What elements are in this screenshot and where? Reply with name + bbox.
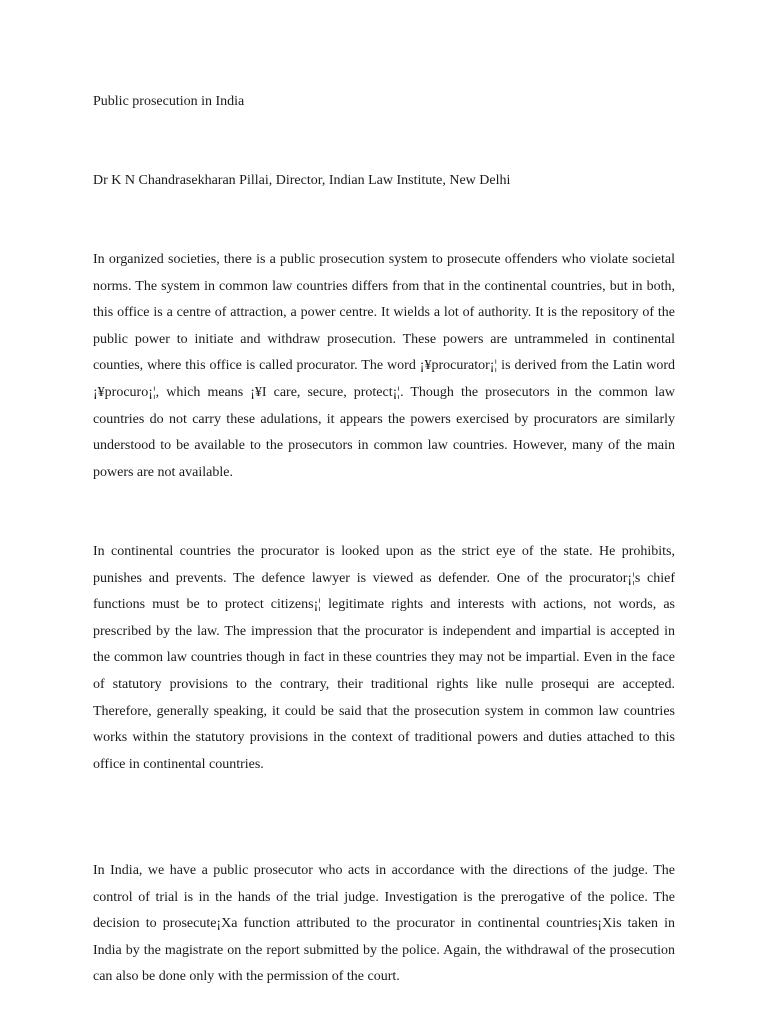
paragraph-2: In continental countries the procurator is looked upon as the strict eye of the state. He prohibits, punishes and prevents. The defence lawyer is viewed as defender. One of the procurator¡¦s chief functions must be to protect citizens¡¦ legitimate rights and interests with actions, not words, as prescribed by the law. The impression that the procurator is independent and impartial is accepted in the common law countries though in fact in these countries they may not be impartial. Even in the face of statutory provisions to the contrary, their traditional rights like nulle prosequi are accepted. Therefore, generally speaking, it could be said that the prosecution system in common law countries works within the statutory provisions in the context of traditional powers and duties attached to this office in continental countries. (93, 544, 675, 772)
paragraph-3: In India, we have a public prosecutor who acts in accordance with the directions of the judge. The control of trial is in the hands of the trial judge. Investigation is the prerogative of the police. The decision to prosecute¡Xa function attributed to the procurator in continental countries¡Xis taken in India by the magistrate on the report submitted by the police. Again, the withdrawal of the prosecution can also be done only with the permission of the court. (93, 863, 675, 985)
document-author: Dr K N Chandrasekharan Pillai, Director, Indian Law Institute, New Delhi (93, 173, 511, 188)
document-title: Public prosecution in India (93, 94, 245, 109)
paragraph-1: In organized societies, there is a public prosecution system to prosecute offenders who violate societal norms. The system in common law countries differs from that in the continental countries, but in both, this office is a centre of attraction, a power centre. It wields a lot of authority. It is the repository of the public power to initiate and withdraw prosecution. These powers are untrammeled in continental counties, where this office is called procurator. The word ¡¥procurator¡¦ is derived from the Latin word ¡¥procuro¡¦, which means ¡¥I care, secure, protect¡¦. Though the prosecutors in the common law countries do not carry these adulations, it appears the powers exercised by procurators are similarly understood to be available to the prosecutors in common law countries. However, many of the main powers are not available. (93, 252, 675, 480)
